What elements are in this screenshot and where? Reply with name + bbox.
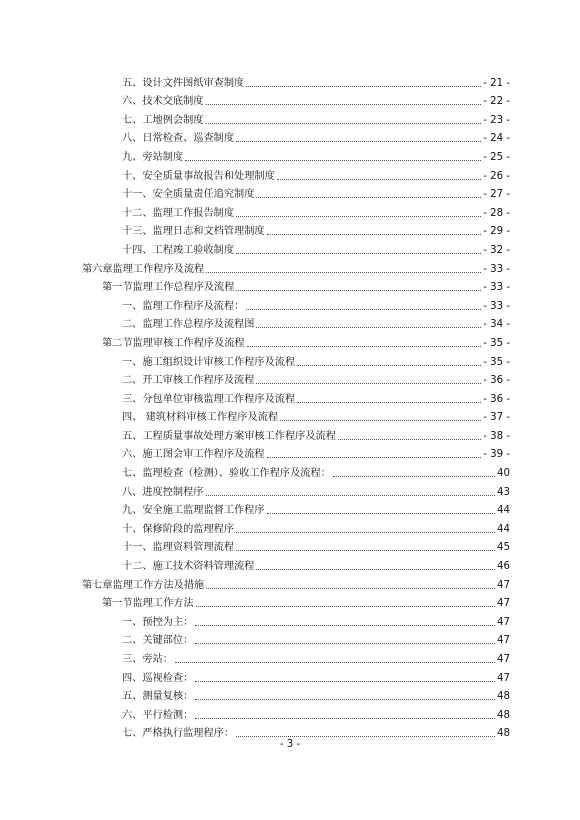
toc-entry[interactable] xyxy=(0,722,580,741)
toc-entry-title: 一、预控为主： xyxy=(122,616,194,628)
toc-entry-page: - 29 - xyxy=(483,226,510,238)
toc-entry-page: - 24 - xyxy=(483,133,510,145)
toc-entry[interactable] xyxy=(0,294,580,313)
toc-leader-dots xyxy=(236,252,481,254)
toc-entry-page: - 22 - xyxy=(483,96,510,108)
toc-entry[interactable] xyxy=(0,201,580,220)
toc-entry-title: 二、关键部位： xyxy=(122,635,194,647)
toc-entry-page: - 32 - xyxy=(483,244,510,256)
toc-leader-dots xyxy=(236,531,495,533)
toc-leader-dots xyxy=(256,326,481,328)
toc-leader-dots xyxy=(277,178,481,180)
toc-entry-title: 十三、监理日志和文档管理制度 xyxy=(122,226,265,238)
toc-entry-page: 44 xyxy=(497,523,510,535)
toc-leader-dots xyxy=(206,122,482,124)
toc-entry-page: - 26 - xyxy=(483,170,510,182)
toc-leader-dots xyxy=(256,196,481,198)
toc-entry-title: 第二节监理审核工作程序及流程 xyxy=(102,337,245,349)
toc-leader-dots xyxy=(206,494,496,496)
toc-leader-dots xyxy=(333,475,495,477)
toc-leader-dots xyxy=(246,85,481,87)
toc-entry-title: 九、旁站制度 xyxy=(122,151,184,163)
toc-entry-page: 48 xyxy=(497,728,510,740)
toc-leader-dots xyxy=(246,308,481,310)
toc-entry-page: - 35 - xyxy=(483,337,510,349)
toc-entry-title: 三、旁站： xyxy=(122,654,173,665)
toc-leader-dots xyxy=(195,698,495,700)
toc-entry[interactable] xyxy=(0,238,580,257)
toc-leader-dots xyxy=(297,401,481,403)
toc-entry[interactable] xyxy=(0,666,580,685)
toc-entry[interactable] xyxy=(0,145,580,164)
toc-leader-dots xyxy=(196,605,495,607)
toc-entry[interactable] xyxy=(0,554,580,573)
toc-entry-page: - 36 - xyxy=(483,393,510,405)
toc-entry[interactable] xyxy=(0,220,580,239)
toc-entry-title: 八、进度控制程序 xyxy=(122,486,204,498)
toc-entry[interactable] xyxy=(0,480,580,499)
toc-entry-title: 第七章监理工作方法及措施 xyxy=(82,579,205,591)
toc-entry-page: 48 xyxy=(497,709,510,721)
toc-entry-title: 第一节监理工作总程序及流程 xyxy=(102,282,235,294)
toc-leader-dots xyxy=(206,587,495,589)
toc-entry-page: 47 xyxy=(497,672,510,684)
toc-entry-title: 五、设计文件图纸审查制度 xyxy=(122,77,245,89)
toc-entry[interactable] xyxy=(0,610,580,629)
toc-leader-dots xyxy=(236,549,495,551)
toc-entry-page: - 33 - xyxy=(483,282,510,294)
toc-leader-dots xyxy=(267,512,495,514)
toc-entry-title: 四、巡视检查： xyxy=(122,672,194,684)
toc-entry[interactable] xyxy=(0,406,580,425)
toc-entry-title: 第六章监理工作程序及流程 xyxy=(82,263,205,275)
toc-entry-page: - 39 - xyxy=(483,449,510,461)
toc-entry-title: 十、保修阶段的监理程序 xyxy=(122,523,235,535)
toc-entry-page: - 35 - xyxy=(483,356,510,368)
toc-entry-title: 一、监理工作程序及流程： xyxy=(122,300,245,312)
toc-entry-title: 十四、工程竣工验收制度 xyxy=(122,244,235,256)
toc-entry-page: 48 xyxy=(497,691,510,703)
toc-leader-dots xyxy=(195,680,495,682)
toc-entry-page: 44 xyxy=(497,505,510,517)
toc-entry-title: 九、安全施工监理监督工作程序 xyxy=(122,505,265,517)
toc-entry-page: - 34 - xyxy=(483,319,510,331)
toc-entry-title: 二、开工审核工作程序及流程 xyxy=(122,375,255,387)
toc-entry[interactable] xyxy=(0,369,580,388)
toc-entry-title: 六、平行检测： xyxy=(122,709,194,721)
toc-entry[interactable] xyxy=(0,331,580,350)
toc-entry[interactable] xyxy=(0,592,580,611)
toc-entry-page: 43 xyxy=(497,486,510,498)
toc-entry-title: 十一、监理资料管理流程 xyxy=(122,542,235,554)
toc-entry[interactable] xyxy=(0,443,580,462)
toc-entry[interactable] xyxy=(0,517,580,536)
toc-entry-title: 四、 建筑材料审核工作程序及流程 xyxy=(122,412,279,424)
toc-entry-page: - 38 - xyxy=(483,430,510,442)
toc-entry-title: 十二、施工技术资料管理流程 xyxy=(122,561,255,573)
toc-leader-dots xyxy=(206,103,482,105)
table-of-contents xyxy=(0,71,580,740)
toc-entry[interactable] xyxy=(0,499,580,518)
toc-leader-dots xyxy=(206,271,481,273)
toc-entry[interactable] xyxy=(0,313,580,332)
toc-entry-page: 47 xyxy=(497,654,510,665)
toc-entry-page: 47 xyxy=(497,635,510,647)
toc-entry-page: - 28 - xyxy=(483,207,510,219)
toc-entry[interactable] xyxy=(0,461,580,480)
page-number: - 3 - xyxy=(279,739,301,750)
toc-entry[interactable] xyxy=(0,108,580,127)
toc-entry-title: 十、安全质量事故报告和处理制度 xyxy=(122,170,275,182)
toc-entry-page: - 27 - xyxy=(483,189,510,201)
toc-entry-title: 十二、监理工作报告制度 xyxy=(122,207,235,219)
toc-entry-page: 47 xyxy=(497,579,510,591)
toc-entry[interactable] xyxy=(0,647,580,666)
toc-entry-title: 十一、安全质量责任追究制度 xyxy=(122,189,255,201)
toc-entry-page: 47 xyxy=(497,598,510,610)
toc-entry[interactable] xyxy=(0,536,580,555)
toc-leader-dots xyxy=(236,215,481,217)
toc-leader-dots xyxy=(267,456,482,458)
toc-leader-dots xyxy=(256,568,495,570)
toc-leader-dots xyxy=(267,233,482,235)
toc-entry[interactable] xyxy=(0,573,580,592)
toc-leader-dots xyxy=(236,289,481,291)
toc-leader-dots xyxy=(236,735,495,737)
toc-leader-dots xyxy=(297,364,481,366)
toc-entry-page: - 23 - xyxy=(483,114,510,126)
toc-entry-title: 七、工地例会制度 xyxy=(122,114,204,126)
toc-leader-dots xyxy=(195,624,495,626)
toc-leader-dots xyxy=(195,717,495,719)
toc-entry[interactable] xyxy=(0,90,580,109)
toc-leader-dots xyxy=(338,438,481,440)
toc-leader-dots xyxy=(236,140,481,142)
toc-entry-page: 47 xyxy=(497,616,510,628)
toc-entry[interactable] xyxy=(0,424,580,443)
toc-entry[interactable] xyxy=(0,387,580,406)
toc-entry-page: - 25 - xyxy=(483,151,510,163)
toc-entry-title: 七、监理检查（检测）、验收工作程序及流程： xyxy=(122,468,331,480)
toc-entry-page: - 21 - xyxy=(483,77,510,89)
toc-entry-page: - 33 - xyxy=(483,300,510,312)
toc-leader-dots xyxy=(175,661,495,663)
toc-entry-title: 五、工程质量事故处理方案审核工作程序及流程 xyxy=(122,430,336,442)
toc-entry-page: 40 xyxy=(497,468,510,480)
toc-entry-title: 七、严格执行监理程序： xyxy=(122,728,235,740)
toc-entry-page: 45 xyxy=(497,542,510,554)
toc-entry[interactable] xyxy=(0,276,580,295)
toc-leader-dots xyxy=(247,345,482,347)
toc-leader-dots xyxy=(195,642,495,644)
toc-entry-title: 三、分包单位审核监理工作程序及流程 xyxy=(122,393,296,405)
toc-entry[interactable] xyxy=(0,164,580,183)
toc-entry[interactable] xyxy=(0,685,580,704)
toc-entry-title: 一、施工组织设计审核工作程序及流程 xyxy=(122,356,296,368)
toc-entry[interactable] xyxy=(0,629,580,648)
toc-entry[interactable] xyxy=(0,127,580,146)
toc-leader-dots xyxy=(280,419,481,421)
toc-entry[interactable] xyxy=(0,350,580,369)
toc-entry-page: - 36 - xyxy=(483,375,510,387)
toc-entry-title: 五、测量复核： xyxy=(122,691,194,703)
toc-entry-page: 46 xyxy=(497,561,510,573)
toc-leader-dots xyxy=(185,159,481,161)
toc-entry-title: 二、监理工作总程序及流程图 xyxy=(122,319,255,331)
toc-leader-dots xyxy=(256,382,481,384)
toc-entry-page: - 37 - xyxy=(483,412,510,424)
toc-entry[interactable] xyxy=(0,183,580,202)
toc-entry-title: 八、日常检查、巡查制度 xyxy=(122,133,235,145)
toc-entry-title: 六、施工图会审工作程序及流程 xyxy=(122,449,265,461)
toc-entry[interactable] xyxy=(0,71,580,90)
toc-entry-title: 第一节监理工作方法 xyxy=(102,598,194,610)
toc-entry[interactable] xyxy=(0,703,580,722)
toc-entry[interactable] xyxy=(0,257,580,276)
toc-entry-page: - 33 - xyxy=(483,263,510,275)
toc-entry-title: 六、技术交底制度 xyxy=(122,96,204,108)
